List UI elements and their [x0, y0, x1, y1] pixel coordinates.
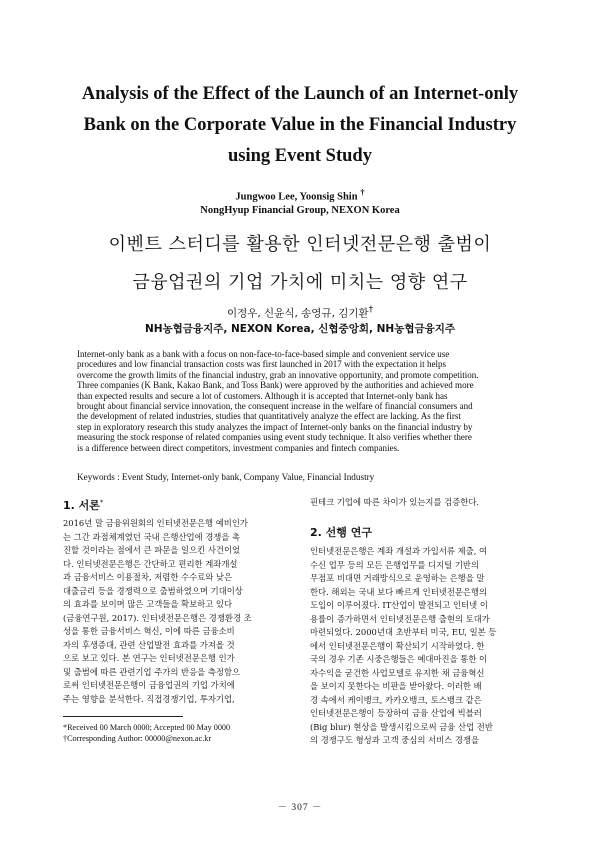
- body-line: 의 경쟁구도 형성과 고객 중심의 서비스 경쟁을: [310, 735, 480, 745]
- page-number: － 307 －: [277, 803, 323, 813]
- keywords: Keywords : Event Study, Internet-only bank, Company Value, Financial Industry: [77, 472, 375, 482]
- body-line: 경 속에서 케이뱅크, 카카오뱅크, 토스뱅크 같은: [310, 694, 482, 705]
- footnote-mark: *: [99, 498, 104, 507]
- english-title: [40, 79, 560, 172]
- body-line: 으로 보고 있다. 본 연구는 인터넷전문은행 인가: [63, 653, 235, 663]
- abstract-line: Internet-only bank as a bank with a focus on non-face-to-face-based simple and convenient service use: [77, 349, 450, 359]
- footnote-corresponding: †Corresponding Author: 00000@nexon.ac.kr: [63, 733, 212, 743]
- english-author-names: [40, 186, 560, 204]
- introduction-body: [63, 517, 285, 706]
- body-line: 및 출범에 따른 관련기업 주가의 반응을 측정함으: [63, 666, 241, 677]
- body-line: 마련되었다. 2000년대 초반부터 미국, EU, 일본 등: [310, 627, 497, 637]
- abstract-line: measuring the stock response of related companies using event study technique. It also verifies whether there: [77, 432, 472, 443]
- abstract-line: Three companies (K Bank, Kakao Bank, and Toss Bank) were approved by the authorities and achieved more: [77, 380, 474, 391]
- english-title-line: Bank on the Corporate Value in the Financial Industry: [83, 115, 517, 135]
- section-heading-introduction: [63, 497, 103, 513]
- korean-title-line: 금융업권의 기업 가치에 미치는 영향 연구: [132, 272, 468, 293]
- korean-title-line: 이벤트 스터디를 활용한 인터넷전문은행 출범이: [108, 234, 492, 255]
- abstract-line: the development of related industries, studies that quantitatively analyze the effect are lacking. As the first: [77, 411, 461, 422]
- footnote-divider: [63, 716, 183, 717]
- korean-affiliation: NH농협금융지주, NEXON Korea, 신협중앙회, NH농협금융지주: [144, 322, 456, 335]
- related-work-body: [310, 545, 536, 748]
- abstract-line: than expected results and secure a lot of customers. Although it is accepted that Internet-only bank has: [77, 390, 448, 401]
- keywords-label: Keywords: [77, 472, 115, 482]
- body-line: 자의 후생증대, 관련 산업발전 효과를 가져올 것: [63, 639, 235, 650]
- korean-title: [40, 226, 560, 302]
- body-line: 의 효과를 보이며 많은 고객들을 확보하고 있다: [63, 599, 233, 609]
- body-line: 핀테크 기업에 따른 차이가 있는지를 검증한다.: [310, 497, 480, 507]
- body-line: 무점포 비대면 거래방식으로 운영하는 은행을 말: [310, 573, 485, 583]
- body-line: 2016년 말 금융위원회의 인터넷전문은행 예비인가: [63, 518, 248, 528]
- section-heading-text: 1. 서론: [63, 499, 100, 512]
- body-line: 인터넷전문은행은 계좌 개설과 가입서류 제출, 여: [310, 546, 488, 556]
- right-column-continuation: [310, 496, 536, 510]
- corresponding-mark: †: [368, 305, 374, 315]
- english-title-line: using Event Study: [228, 146, 372, 166]
- abstract: [77, 349, 523, 453]
- abstract-line: procedures and low financial transaction costs was first launched in 2017 with the expectation it helps: [77, 359, 447, 370]
- body-line: 에서 인터넷전문은행이 확산되기 시작하였다. 한: [310, 640, 485, 651]
- footnote-received: *Received 00 March 0000; Accepted 00 May 0000: [63, 723, 231, 732]
- body-line: 진할 것이라는 점에서 큰 파문을 일으킨 사건이었: [63, 545, 241, 555]
- korean-author-names: [40, 303, 560, 322]
- body-line: (Big blur) 현상을 발생시킴으로써 금융 산업 전반: [310, 721, 493, 732]
- body-line: 주는 영향을 분석한다. 직접경쟁기업, 투자기업,: [63, 693, 235, 704]
- english-title-line: Analysis of the Effect of the Launch of an Internet-only: [81, 84, 519, 104]
- section-heading-related-work: [310, 524, 372, 540]
- body-line: 다. 인터넷전문은행은 간단하고 편리한 계좌개설: [63, 558, 238, 569]
- body-line: 도입이 이루어졌다. IT산업이 발전되고 인터넷 이: [310, 600, 488, 610]
- body-line: 자수익을 굳건한 사업모델로 유지한 채 금융혁신: [310, 667, 485, 678]
- abstract-line: overcome the growth limits of the financial industry, grab an innovative opportunity, and promote competition.: [77, 369, 479, 380]
- body-line: 과 금융서비스 이용절차, 저렴한 수수료와 낮은: [63, 572, 233, 582]
- body-line: 대출금리 등을 경쟁력으로 출범하였으며 기대이상: [63, 585, 243, 596]
- english-authors: [40, 186, 560, 217]
- abstract-line: brought about financial service innovation, the consequent increase in the welfare of financial consumers and: [77, 401, 473, 412]
- author-names-text: Jungwoo Lee, Yoonsig Shin: [235, 191, 358, 203]
- corresponding-mark: †: [360, 187, 365, 197]
- body-line: (금융연구원, 2017). 인터넷전문은행은 경쟁환경 조: [63, 612, 252, 623]
- abstract-line: is a difference between direct competitors, investment companies and fintech companies.: [77, 442, 400, 453]
- korean-author-names-text: 이정우, 신윤식, 송영규, 김기환: [226, 307, 369, 320]
- body-line: 을 보이지 못한다는 비판을 받아왔다. 이러한 배: [310, 681, 482, 691]
- body-line: 로써 인터넷전문은행이 금융업권의 기업 가치에: [63, 680, 235, 690]
- body-line: 한다. 해외는 국내 보다 빠르게 인터넷전문은행의: [310, 586, 488, 597]
- body-line: 용률이 증가하면서 인터넷전문은행 출현의 토대가: [310, 613, 490, 624]
- section-heading-text: 2. 선행 연구: [310, 526, 372, 539]
- body-line: 국의 경우 기존 시중은행들은 예대마진을 통한 이: [310, 654, 488, 664]
- body-line: 수신 업무 등의 모든 은행업무를 디지털 기반의: [310, 559, 480, 570]
- body-line: 는 그간 과점체계였던 국내 은행산업에 경쟁을 촉: [63, 531, 241, 542]
- english-affiliation: NongHyup Financial Group, NEXON Korea: [200, 204, 400, 216]
- keywords-text: Event Study, Internet-only bank, Company Value, Financial Industry: [121, 472, 375, 482]
- body-line: 성을 통한 금융서비스 혁신, 이에 따른 금융소비: [63, 626, 235, 636]
- body-line: 인터넷전문은행이 등장하여 금융 산업에 빅블러: [310, 708, 482, 718]
- footnotes: [63, 723, 285, 744]
- abstract-line: step in exploratory research this study analyzes the impact of Internet-only banks on the financial industry by: [77, 421, 473, 432]
- korean-authors: [40, 303, 560, 337]
